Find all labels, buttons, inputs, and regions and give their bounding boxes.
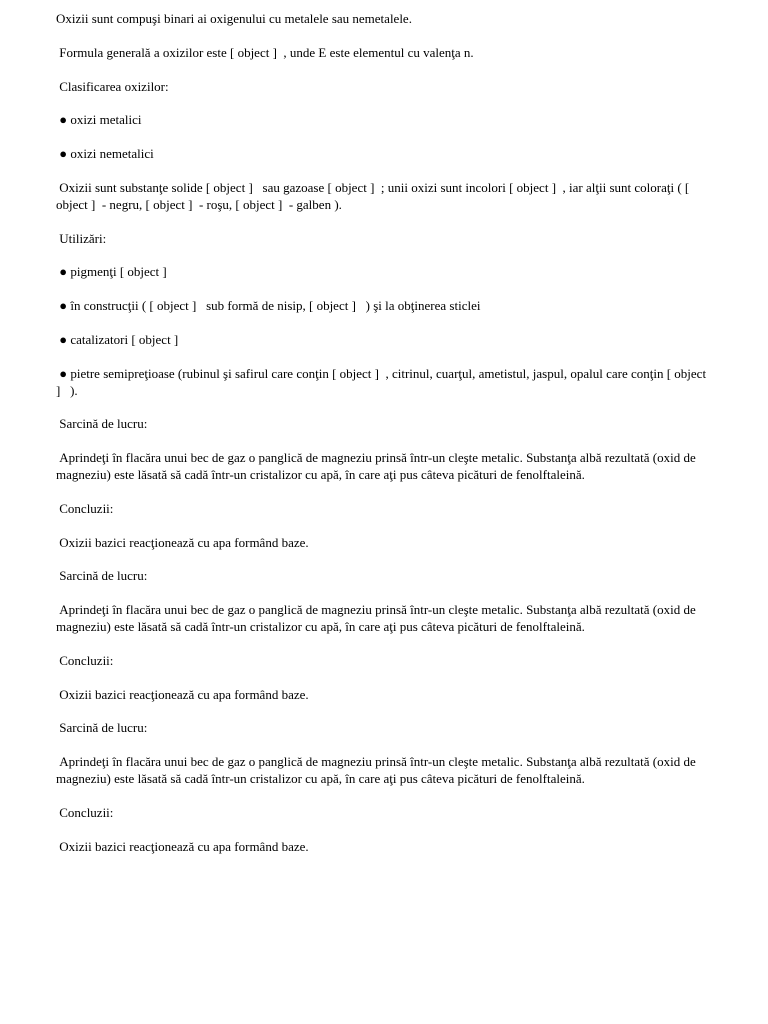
bullet-catalysts: ● catalizatori [ object ] — [56, 331, 179, 347]
bullet-construction: ● în construcţii ( [ object ] sub formă de nisip, [ object ] ) şi la obţinerea sticlei — [56, 298, 481, 314]
bullet-metal-oxides: ● oxizi metalici — [56, 112, 142, 128]
classification-heading: Clasificarea oxizilor: — [56, 78, 169, 94]
intro-paragraph: Oxizii sunt compuşi binari ai oxigenului cu metalele sau nemetalele. — [56, 11, 412, 26]
task-heading: Sarcină de lucru: — [56, 568, 148, 584]
general-formula-paragraph: Formula generală a oxizilor este [ object ] , unde E este elementul cu valenţa n. — [56, 44, 474, 60]
conclusion-paragraph: Oxizii bazici reacţionează cu apa formând baze. — [56, 534, 309, 550]
conclusions-heading: Concluzii: — [56, 652, 114, 668]
task-paragraph: Aprindeţi în flacăra unui bec de gaz o panglică de magneziu prinsă într-un cleşte metalic. Substanţa albă rezultată (oxid de magneziu) este lăsată să cadă într-un cristalizor cu apă, în care aţi pus câteva picături de fenolftaleină. — [56, 754, 699, 786]
conclusions-heading: Concluzii: — [56, 500, 114, 516]
conclusion-paragraph: Oxizii bazici reacţionează cu apa formând baze. — [56, 838, 309, 854]
bullet-pigments: ● pigmenţi [ object ] — [56, 264, 167, 280]
conclusion-paragraph: Oxizii bazici reacţionează cu apa formând baze. — [56, 686, 309, 702]
uses-heading: Utilizări: — [56, 230, 107, 246]
task-paragraph: Aprindeţi în flacăra unui bec de gaz o panglică de magneziu prinsă într-un cleşte metalic. Substanţa albă rezultată (oxid de magneziu) este lăsată să cadă într-un cristalizor cu apă, în care aţi pus câteva picături de fenolftaleină. — [56, 450, 699, 482]
properties-paragraph: Oxizii sunt substanţe solide [ object ] sau gazoase [ object ] ; unii oxizi sunt incolori [ object ] , iar alţii sunt coloraţi ( [ object ] - negru, [ object ] - roşu, [ object ] - galben ). — [56, 179, 693, 212]
bullet-gemstones: ● pietre semipreţioase (rubinul şi safirul care conţin [ object ] , citrinul, cuarţul, ametistul, jaspul, opalul care conţin [ object ] ). — [56, 365, 710, 398]
task-heading: Sarcină de lucru: — [56, 416, 148, 432]
conclusions-heading: Concluzii: — [56, 804, 114, 820]
bullet-nonmetal-oxides: ● oxizi nemetalici — [56, 146, 154, 162]
task-paragraph: Aprindeţi în flacăra unui bec de gaz o panglică de magneziu prinsă într-un cleşte metalic. Substanţa albă rezultată (oxid de magneziu) este lăsată să cadă într-un cristalizor cu apă, în care aţi pus câteva picături de fenolftaleină. — [56, 602, 699, 634]
task-heading: Sarcină de lucru: — [56, 720, 148, 736]
